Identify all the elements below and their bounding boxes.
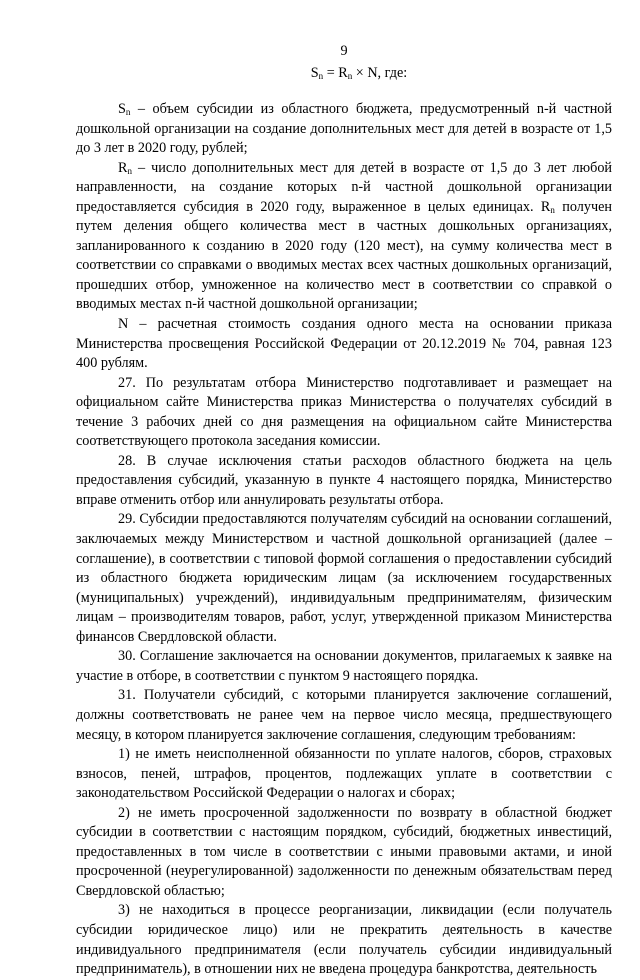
formula-rest: × N, где: bbox=[352, 65, 408, 81]
formula-r-subscript: n bbox=[347, 71, 353, 81]
definition-subscript: n bbox=[127, 165, 132, 176]
paragraph-31-item-2: 2) не иметь просроченной задолженности по возврату в областной бюджет субсидии в соответствии с настоящим порядком, субсидий, бюджетных инвестиций, предоставленных в том числе в соответствии с иными правовыми актами, и иной просроченной (неурегулированной) задолженности по денежным обязательствам перед Свердловской областью; bbox=[76, 804, 612, 899]
formula-equals: = bbox=[323, 65, 339, 81]
paragraph-28: 28. В случае исключения статьи расходов областного бюджета на цель предоставления субсидий, указанную в пункте 4 настоящего порядка, Министерство вправе отменить отбор или аннулировать результаты отбора. bbox=[76, 452, 612, 508]
definition-symbol: N bbox=[118, 316, 129, 333]
formula-r: R bbox=[338, 65, 348, 81]
definition-sn bbox=[76, 100, 612, 159]
paragraph-31-item-3: 3) не находиться в процессе реорганизации, ликвидации (если получатель субсидии юридическое лицо) или не прекратить деятельность в качестве индивидуального предпринимателя (если получатель субсидии индивидуальный предприниматель), в отношении них не введена процедура банкротства, деятельность bbox=[76, 902, 612, 978]
definition-subscript: n bbox=[550, 204, 555, 215]
subsidy-formula bbox=[76, 64, 612, 100]
paragraph-31: 31. Получатели субсидий, с которыми планируется заключение соглашений, должны соответствовать не ранее чем на первое число месяца, предшествующего месяцу, в котором планируется заключение соглашения, следующим требованиям: bbox=[76, 687, 612, 743]
definition-symbol: S bbox=[118, 101, 126, 117]
paragraph-30: 30. Соглашение заключается на основании документов, прилагаемых к заявке на участие в отборе, в соответствии с пунктом 9 настоящего порядка. bbox=[76, 648, 612, 684]
paragraph-31-item-1: 1) не иметь неисполненной обязанности по уплате налогов, сборов, страховых взносов, пеней, штрафов, процентов, подлежащих уплате в соответствии с законодательством Российской Федерации о налогах и сборах; bbox=[76, 746, 612, 802]
document-page bbox=[76, 42, 612, 980]
definition-text: – число дополнительных мест для детей в возрасте от 1,5 до 3 лет любой направленности, на создание которых n-й частной дошкольной организации предоставляется субсидия в 2020 году, выраженное в целых единицах. R bbox=[76, 159, 612, 215]
definition-n bbox=[76, 315, 612, 374]
paragraph-29: 29. Субсидии предоставляются получателям субсидий на основании соглашений, заключаемых между Министерством и частной дошкольной организацией (далее – соглашение), в соответствии с типовой формой соглашения о предоставлении субсидий из областного бюджета юридическим лицам (за исключением государственных (муниципальных) учреждений), индивидуальным предпринимателям, физическим лицам – производителям товаров, работ, услуг, утвержденной приказом Министерства финансов Свердловской области. bbox=[76, 511, 612, 645]
formula-lhs: S bbox=[310, 65, 319, 81]
paragraph-27: 27. По результатам отбора Министерство подготавливает и размещает на официальном сайте Министерства приказ Министерства о получателях субсидий в течение 3 рабочих дней со дня размещения на официальном сайте Министерства соответствующего протокола заседания комиссии. bbox=[76, 374, 612, 450]
definition-text: получен путем деления общего количества мест в частных дошкольных организациях, запланированного к созданию в 2020 году (120 мест), на сумму количества мест в соответствии со справками о вводимых местах всех частных дошкольных организаций, прошедших отбор, умноженное на количество мест в соответствии со справкой о вводимых местах n-й частной дошкольной организации; bbox=[76, 198, 612, 313]
definition-subscript: n bbox=[125, 107, 131, 117]
page-number: 9 bbox=[340, 43, 348, 59]
definition-symbol: R bbox=[118, 159, 128, 176]
definition-text: – объем субсидии из областного бюджета, предусмотренный n-й частной дошкольной организации на создание дополнительных мест для детей в возрасте от 1,5 до 3 лет в 2020 году, рублей; bbox=[76, 101, 612, 157]
definition-text: – расчетная стоимость создания одного места на основании приказа Министерства просвещения Российской Федерации от 20.12.2019 № 704, равная 123 400 рублям. bbox=[76, 316, 612, 372]
definition-rn bbox=[76, 159, 612, 315]
formula-lhs-subscript: n bbox=[318, 71, 324, 81]
